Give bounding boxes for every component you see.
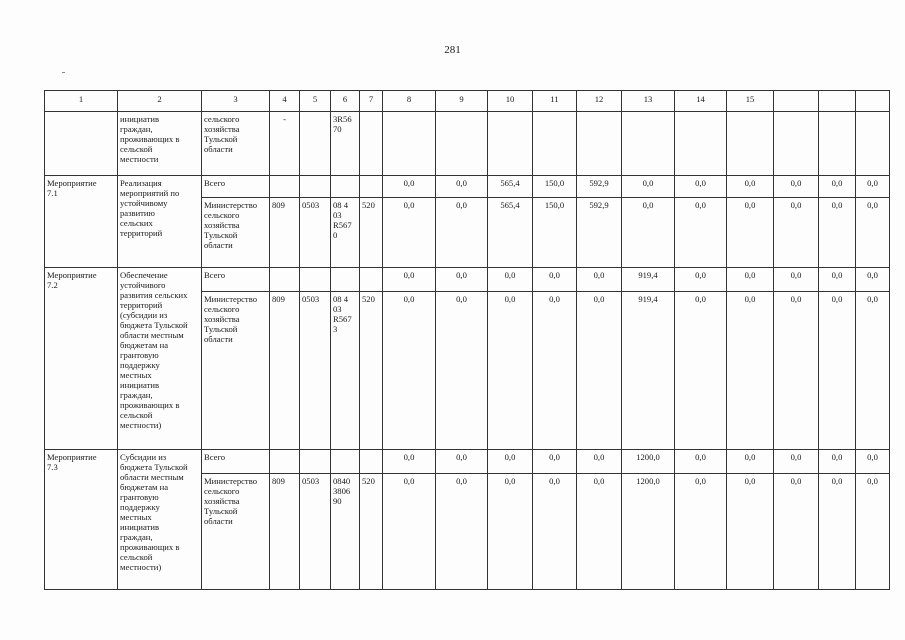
value-cell: 150,0 <box>533 176 577 198</box>
empty-code-cell <box>360 268 383 292</box>
cell-col7 <box>360 112 383 176</box>
column-header-5: 5 <box>300 91 331 112</box>
value-cell: 0,0 <box>577 450 622 474</box>
value-cell: 0,0 <box>856 198 890 268</box>
value-cell: 0,0 <box>675 268 727 292</box>
value-cell: 150,0 <box>533 198 577 268</box>
value-cell: 0,0 <box>383 176 436 198</box>
column-header-9: 9 <box>436 91 488 112</box>
empty-code-cell <box>360 450 383 474</box>
value-cell: 0,0 <box>819 474 856 590</box>
value-cell: 0,0 <box>774 450 819 474</box>
empty-code-cell <box>300 268 331 292</box>
total-label: Всего <box>202 268 270 292</box>
header-row <box>45 91 890 112</box>
value-cell: 0,0 <box>727 198 774 268</box>
empty-code-cell <box>270 268 300 292</box>
value-cell: 0,0 <box>488 292 533 450</box>
empty-code-cell <box>270 176 300 198</box>
code-grbs: 809 <box>270 198 300 268</box>
code-target: 08 4 03 R567 3 <box>331 292 360 450</box>
measure-name: Мероприятие 7.1 <box>45 176 118 268</box>
value-cell: 0,0 <box>383 268 436 292</box>
measure-total-row <box>45 176 890 198</box>
value-cell: 0,0 <box>727 176 774 198</box>
value-cell: 0,0 <box>436 292 488 450</box>
measure-total-row <box>45 268 890 292</box>
organization-name: Министерство сельского хозяйства Тульской области <box>202 292 270 450</box>
empty-code-cell <box>331 268 360 292</box>
value-cell: 0,0 <box>675 474 727 590</box>
cell-value <box>577 112 622 176</box>
value-cell: 1200,0 <box>622 450 675 474</box>
cell-value <box>533 112 577 176</box>
column-header-14: 14 <box>675 91 727 112</box>
organization-name: Министерство сельского хозяйства Тульской области <box>202 198 270 268</box>
value-cell: 0,0 <box>622 176 675 198</box>
column-header-1: 1 <box>45 91 118 112</box>
value-cell: 0,0 <box>819 268 856 292</box>
cell-value <box>819 112 856 176</box>
value-cell: 0,0 <box>533 450 577 474</box>
cell-value <box>675 112 727 176</box>
empty-code-cell <box>360 176 383 198</box>
column-header-2: 2 <box>118 91 202 112</box>
scan-artifact <box>62 72 65 73</box>
code-section: 0503 <box>300 198 331 268</box>
empty-code-cell <box>270 450 300 474</box>
value-cell: 0,0 <box>727 450 774 474</box>
measure-description: Обеспечение устойчивого развития сельских территорий (субсидии из бюджета Тульской области местным бюджетам на грантовую поддержку местных инициатив граждан, проживающих в сельской местности) <box>118 268 202 450</box>
column-header-8: 8 <box>383 91 436 112</box>
value-cell: 0,0 <box>819 198 856 268</box>
value-cell: 592,9 <box>577 198 622 268</box>
cell-name <box>45 112 118 176</box>
value-cell: 0,0 <box>819 450 856 474</box>
value-cell: 0,0 <box>856 474 890 590</box>
value-cell: 0,0 <box>675 176 727 198</box>
column-header-13: 13 <box>622 91 675 112</box>
code-target: 0840 3806 90 <box>331 474 360 590</box>
value-cell: 0,0 <box>533 268 577 292</box>
value-cell: 0,0 <box>488 450 533 474</box>
value-cell: 0,0 <box>577 474 622 590</box>
value-cell: 0,0 <box>436 268 488 292</box>
total-label: Всего <box>202 450 270 474</box>
empty-code-cell <box>331 176 360 198</box>
cell-value <box>856 112 890 176</box>
code-expense-type: 520 <box>360 292 383 450</box>
code-grbs: 809 <box>270 292 300 450</box>
value-cell: 0,0 <box>436 198 488 268</box>
value-cell: 0,0 <box>383 198 436 268</box>
value-cell: 0,0 <box>533 292 577 450</box>
value-cell: 0,0 <box>774 268 819 292</box>
column-header-12: 12 <box>577 91 622 112</box>
cell-col5 <box>300 112 331 176</box>
value-cell: 0,0 <box>533 474 577 590</box>
code-expense-type: 520 <box>360 474 383 590</box>
empty-code-cell <box>300 176 331 198</box>
value-cell: 0,0 <box>774 198 819 268</box>
measure-total-row <box>45 450 890 474</box>
column-header-7: 7 <box>360 91 383 112</box>
value-cell: 0,0 <box>675 292 727 450</box>
value-cell: 0,0 <box>436 176 488 198</box>
value-cell: 0,0 <box>819 176 856 198</box>
column-header-17 <box>819 91 856 112</box>
budget-table <box>44 90 890 590</box>
value-cell: 0,0 <box>436 474 488 590</box>
column-header-6: 6 <box>331 91 360 112</box>
measure-name: Мероприятие 7.2 <box>45 268 118 450</box>
value-cell: 0,0 <box>675 450 727 474</box>
code-section: 0503 <box>300 292 331 450</box>
value-cell: 0,0 <box>383 450 436 474</box>
cell-col4: - <box>270 112 300 176</box>
cell-value <box>774 112 819 176</box>
code-section: 0503 <box>300 474 331 590</box>
code-target: 08 4 03 R567 0 <box>331 198 360 268</box>
value-cell: 0,0 <box>856 450 890 474</box>
cell-value <box>622 112 675 176</box>
value-cell: 0,0 <box>383 474 436 590</box>
value-cell: 0,0 <box>774 176 819 198</box>
empty-code-cell <box>300 450 331 474</box>
cell-organization: сельского хозяйства Тульской области <box>202 112 270 176</box>
cell-value <box>383 112 436 176</box>
page-number: 281 <box>444 44 461 56</box>
value-cell: 592,9 <box>577 176 622 198</box>
value-cell: 1200,0 <box>622 474 675 590</box>
cell-value <box>436 112 488 176</box>
value-cell: 0,0 <box>727 292 774 450</box>
code-grbs: 809 <box>270 474 300 590</box>
column-header-10: 10 <box>488 91 533 112</box>
code-expense-type: 520 <box>360 198 383 268</box>
organization-name: Министерство сельского хозяйства Тульской области <box>202 474 270 590</box>
column-header-3: 3 <box>202 91 270 112</box>
value-cell: 0,0 <box>577 268 622 292</box>
continuation-row <box>45 112 890 176</box>
value-cell: 0,0 <box>856 268 890 292</box>
value-cell: 0,0 <box>856 292 890 450</box>
value-cell: 0,0 <box>819 292 856 450</box>
empty-code-cell <box>331 450 360 474</box>
value-cell: 919,4 <box>622 292 675 450</box>
value-cell: 565,4 <box>488 176 533 198</box>
value-cell: 0,0 <box>774 474 819 590</box>
value-cell: 0,0 <box>856 176 890 198</box>
value-cell: 919,4 <box>622 268 675 292</box>
cell-value <box>488 112 533 176</box>
measure-description: Субсидии из бюджета Тульской области местным бюджетам на грантовую поддержку местных инициатив граждан, проживающих в сельской местности) <box>118 450 202 590</box>
column-header-18 <box>856 91 890 112</box>
cell-value <box>727 112 774 176</box>
value-cell: 565,4 <box>488 198 533 268</box>
value-cell: 0,0 <box>774 292 819 450</box>
value-cell: 0,0 <box>436 450 488 474</box>
value-cell: 0,0 <box>727 474 774 590</box>
total-label: Всего <box>202 176 270 198</box>
value-cell: 0,0 <box>727 268 774 292</box>
value-cell: 0,0 <box>488 474 533 590</box>
column-header-4: 4 <box>270 91 300 112</box>
cell-description: инициатив граждан, проживающих в сельской местности <box>118 112 202 176</box>
value-cell: 0,0 <box>488 268 533 292</box>
value-cell: 0,0 <box>577 292 622 450</box>
cell-code: 3R56 70 <box>331 112 360 176</box>
measure-description: Реализация мероприятий по устойчивому развитию сельских территорий <box>118 176 202 268</box>
column-header-16 <box>774 91 819 112</box>
column-header-11: 11 <box>533 91 577 112</box>
value-cell: 0,0 <box>383 292 436 450</box>
measure-name: Мероприятие 7.3 <box>45 450 118 590</box>
value-cell: 0,0 <box>622 198 675 268</box>
column-header-15: 15 <box>727 91 774 112</box>
value-cell: 0,0 <box>675 198 727 268</box>
